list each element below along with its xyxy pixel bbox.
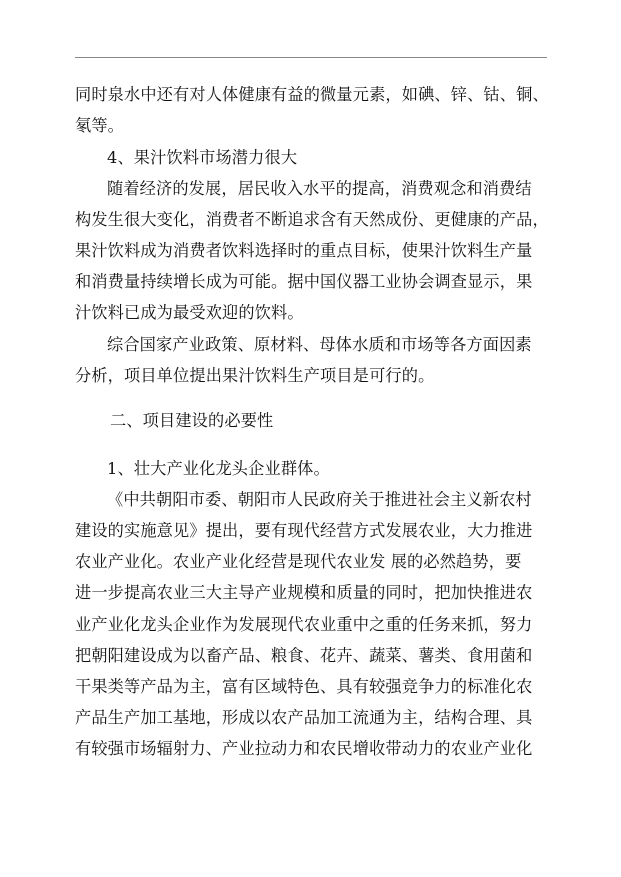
body-line: 汁饮料已成为最受欢迎的饮料。 (75, 303, 304, 322)
body-line: 分析，项目单位提出果汁饮料生产项目是可行的。 (75, 366, 435, 385)
body-line: 把朝阳建设成为以畜产品、粮食、花卉、蔬菜、薯类、食用菌和 (75, 646, 533, 665)
body-line: 随着经济的发展，居民收入水平的提高，消费观念和消费结 (107, 179, 532, 198)
section-heading-necessity: 二、项目建设的必要性 (110, 411, 274, 430)
body-line: 果汁饮料成为消费者饮料选择时的重点目标，使果汁饮料生产量 (75, 241, 533, 260)
body-line: 《中共朝阳市委、朝阳市人民政府关于推进社会主义新农村 (107, 490, 532, 509)
body-line: 进一步提高农业三大主导产业规模和质量的同时，把加快推进农 (75, 583, 533, 602)
body-line: 综合国家产业政策、原材料、母体水质和市场等各方面因素 (107, 335, 532, 354)
subheading-leading-enterprises: 1、壮大产业化龙头企业群体。 (107, 459, 330, 478)
body-line: 构发生很大变化，消费者不断追求含有天然成份、更健康的产品， (75, 210, 549, 229)
body-line: 干果类等产品为主，富有区域特色、具有较强竞争力的标准化农 (75, 677, 533, 696)
body-line: 产品生产加工基地，形成以农产品加工流通为主，结构合理、具 (75, 708, 533, 727)
subheading-juice-market: 4、果汁饮料市场潜力很大 (107, 148, 298, 167)
body-line: 业产业化龙头企业作为发展现代农业重中之重的任务来抓，努力 (75, 615, 533, 634)
body-line: 建设的实施意见》提出，要有现代经营方式发展农业，大力推进 (75, 521, 533, 540)
body-line: 有较强市场辐射力、产业拉动力和农民增收带动力的农业产业化 (75, 739, 533, 758)
body-line: 农业产业化。农业产业化经营是现代农业发 展的必然趋势，要 (75, 552, 522, 571)
body-line: 和消费量持续增长成为可能。据中国仪器工业协会调查显示，果 (75, 272, 533, 291)
body-line: 氡等。 (75, 116, 125, 135)
body-line: 同时泉水中还有对人体健康有益的微量元素，如碘、锌、钴、铜、 (75, 85, 549, 104)
header-rule (75, 57, 547, 58)
